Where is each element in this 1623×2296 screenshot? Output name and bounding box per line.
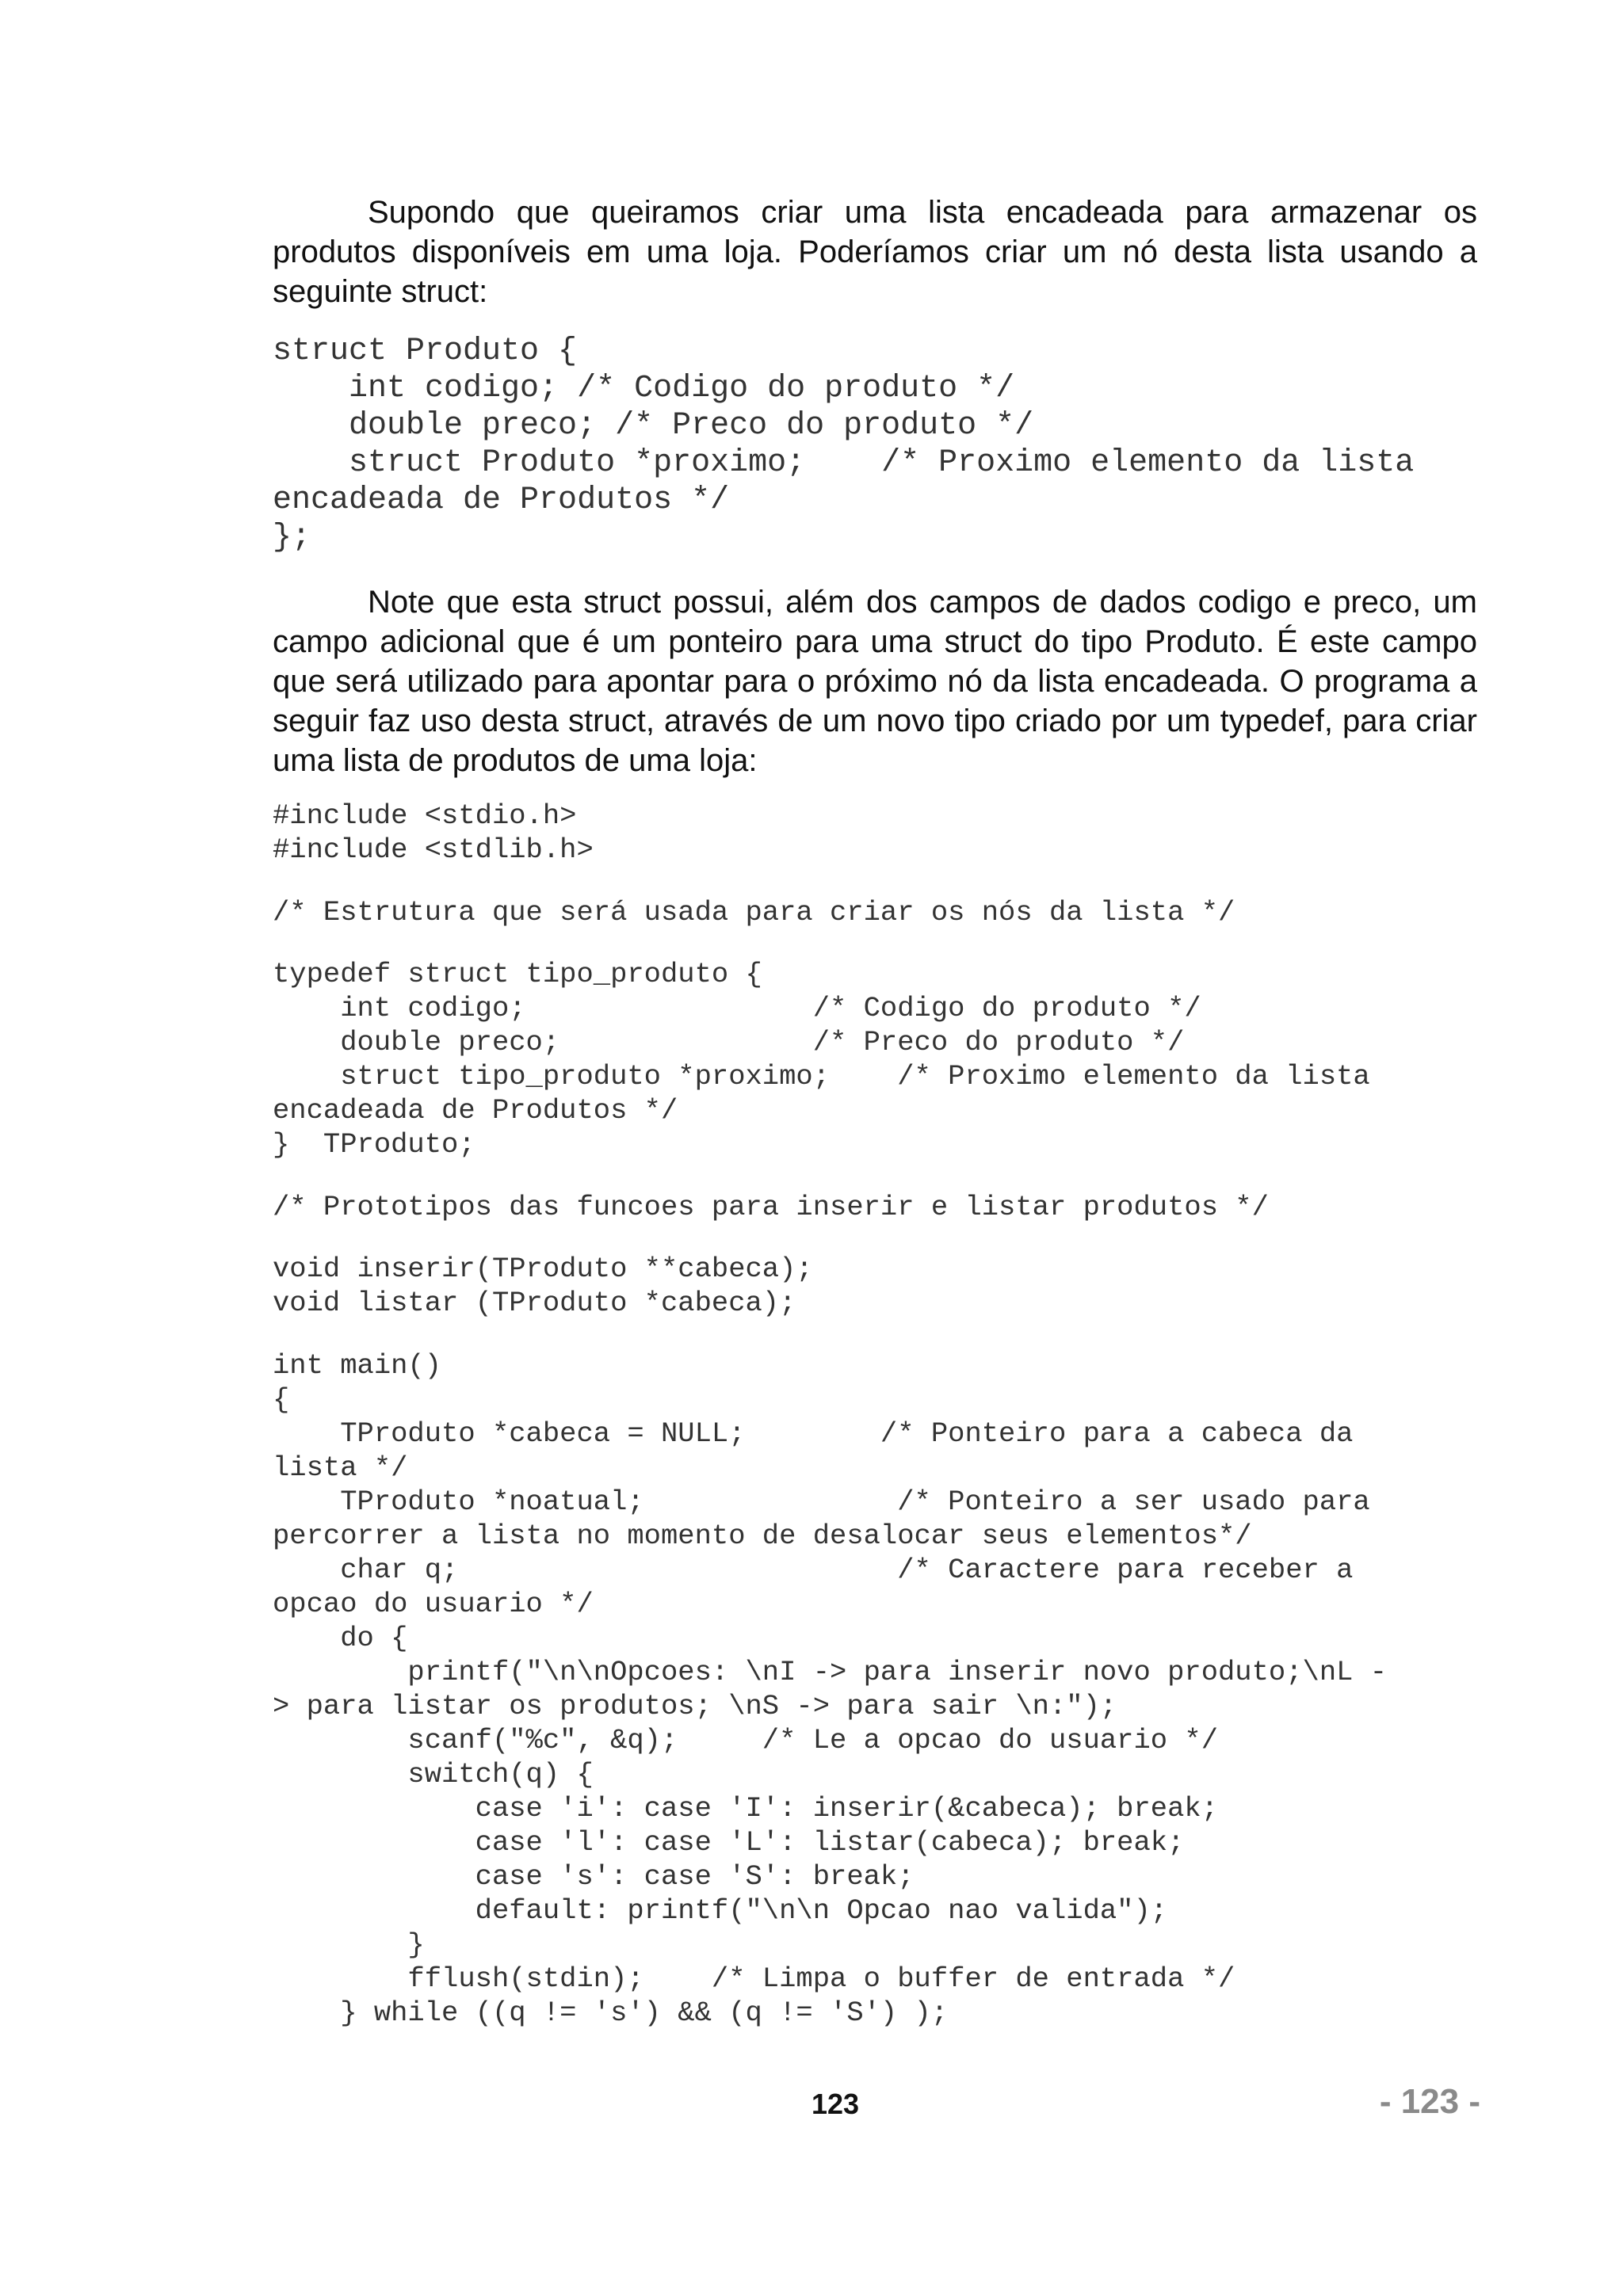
code-line: int codigo; /* Codigo do produto */ [273, 371, 1015, 406]
code-line: #include <stdlib.h> [273, 833, 594, 866]
code-line: TProduto *cabeca = NULL; /* Ponteiro para a cabeca da [273, 1417, 1354, 1450]
code-line: } while ((q != 's') && (q != 'S') ); [273, 1996, 949, 2029]
program-code-block [273, 799, 1509, 2030]
code-line: { [273, 1383, 290, 1416]
code-line: typedef struct tipo_produto { [273, 958, 762, 990]
code-line [273, 1161, 1509, 1190]
code-line: TProduto *noatual; /* Ponteiro a ser usado para [273, 1485, 1370, 1518]
code-line [273, 1320, 1509, 1348]
code-line: /* Estrutura que será usada para criar os nós da lista */ [273, 895, 1235, 929]
code-line: void inserir(TProduto **cabeca); [273, 1253, 813, 1285]
code-line: struct tipo_produto *proximo; /* Proximo elemento da lista [273, 1060, 1370, 1093]
code-line: } [273, 1928, 425, 1961]
code-line: } TProduto; [273, 1128, 475, 1161]
code-line: do { [273, 1621, 408, 1654]
code-line: void listar (TProduto *cabeca); [273, 1287, 796, 1319]
code-line: encadeada de Produtos */ [273, 1094, 678, 1127]
code-line [273, 1224, 1509, 1253]
code-line: /* Prototipos das funcoes para inserir e listar produtos */ [273, 1190, 1269, 1223]
code-line: struct Produto *proximo; /* Proximo elemento da lista [273, 445, 1415, 481]
code-line [273, 929, 1509, 958]
code-line: case 'i': case 'I': inserir(&cabeca); break; [273, 1791, 1218, 1825]
code-line: struct Produto { [273, 334, 578, 369]
code-line: fflush(stdin); /* Limpa o buffer de entrada */ [273, 1962, 1235, 1995]
code-line: #include <stdio.h> [273, 799, 577, 832]
code-line: encadeada de Produtos */ [273, 482, 730, 518]
code-line: > para listar os produtos; \nS -> para sair \n:"); [273, 1689, 1117, 1722]
code-line: int main() [273, 1348, 442, 1382]
page-number-header: - 123 - [1379, 2082, 1480, 2121]
code-line: default: printf("\n\n Opcao nao valida"); [273, 1894, 1168, 1927]
note-paragraph: Note que esta struct possui, além dos campos de dados codigo e preco, um campo adicional que é um ponteiro para uma struct do tipo Produto. É este campo que será utilizado para apontar para o próximo nó da lista encadeada. O programa a seguir faz uso desta struct, através de um novo tipo criado por um typedef, para criar uma lista de produtos de uma loja: [273, 585, 1477, 778]
code-line [273, 867, 1509, 895]
code-line: scanf("%c", &q); /* Le a opcao do usuario */ [273, 1723, 1218, 1756]
page-number: 123 [812, 2088, 860, 2120]
code-line: switch(q) { [273, 1757, 594, 1791]
intro-paragraph: Supondo que queiramos criar uma lista encadeada para armazenar os produtos disponíveis em uma loja. Poderíamos criar um nó desta lista usando a seguinte struct: [273, 195, 1477, 309]
code-line: percorrer a lista no momento de desalocar seus elementos*/ [273, 1519, 1252, 1552]
struct-code-block [273, 333, 1509, 556]
code-line: char q; /* Caractere para receber a [273, 1553, 1354, 1586]
code-line: int codigo; /* Codigo do produto */ [273, 992, 1201, 1024]
code-line: opcao do usuario */ [273, 1587, 594, 1620]
code-line: }; [273, 520, 311, 555]
code-line: printf("\n\nOpcoes: \nI -> para inserir novo produto;\nL - [273, 1655, 1388, 1688]
code-line: case 's': case 'S': break; [273, 1859, 915, 1893]
code-line: double preco; /* Preco do produto */ [273, 408, 1034, 444]
code-line: case 'l': case 'L': listar(cabeca); break; [273, 1825, 1185, 1859]
code-line: double preco; /* Preco do produto */ [273, 1026, 1185, 1058]
code-line: lista */ [273, 1451, 408, 1484]
